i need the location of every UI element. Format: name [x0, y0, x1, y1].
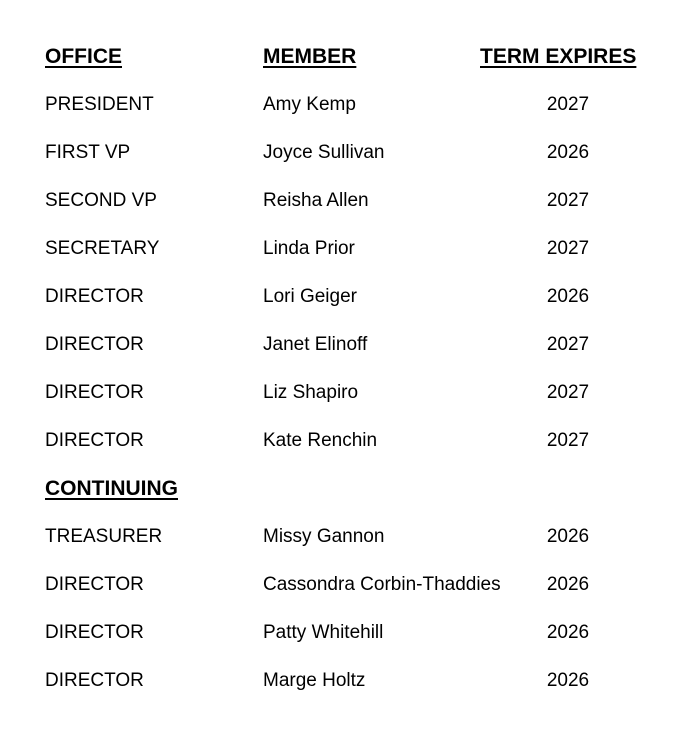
term-cell: 2026: [546, 285, 590, 307]
member-cell: Patty Whitehill: [263, 621, 384, 643]
table-row: [45, 273, 655, 321]
office-cell: TREASURER: [45, 525, 163, 547]
member-cell: Joyce Sullivan: [263, 141, 385, 163]
term-cell: 2027: [546, 333, 590, 355]
term-cell: 2026: [546, 573, 590, 595]
continuing-section-label: CONTINUING: [45, 477, 178, 500]
member-cell: Cassondra Corbin-Thaddies: [263, 573, 501, 595]
office-cell: DIRECTOR: [45, 669, 144, 691]
section-divider-row: [45, 465, 655, 513]
office-cell: DIRECTOR: [45, 333, 144, 355]
office-cell: SECRETARY: [45, 237, 160, 259]
member-cell: Liz Shapiro: [263, 381, 359, 403]
table-row: [45, 129, 655, 177]
office-cell: PRESIDENT: [45, 93, 154, 115]
member-cell: Reisha Allen: [263, 189, 369, 211]
office-cell: DIRECTOR: [45, 621, 144, 643]
term-cell: 2027: [546, 381, 590, 403]
table-row: [45, 369, 655, 417]
member-cell: Missy Gannon: [263, 525, 385, 547]
board-roster-table: [45, 33, 655, 705]
member-cell: Kate Renchin: [263, 429, 378, 451]
office-cell: DIRECTOR: [45, 285, 144, 307]
office-cell: DIRECTOR: [45, 381, 144, 403]
term-cell: 2026: [546, 621, 590, 643]
table-row: [45, 657, 655, 705]
column-header-office: OFFICE: [45, 45, 122, 68]
term-cell: 2027: [546, 237, 590, 259]
column-header-term-expires: TERM EXPIRES: [480, 45, 637, 68]
term-cell: 2027: [546, 93, 590, 115]
member-cell: Linda Prior: [263, 237, 355, 259]
member-cell: Marge Holtz: [263, 669, 366, 691]
term-cell: 2026: [546, 141, 590, 163]
office-cell: SECOND VP: [45, 189, 157, 211]
table-row: [45, 609, 655, 657]
office-cell: DIRECTOR: [45, 429, 144, 451]
table-row: [45, 321, 655, 369]
office-cell: DIRECTOR: [45, 573, 144, 595]
table-row: [45, 177, 655, 225]
term-cell: 2027: [546, 429, 590, 451]
table-header-row: [45, 33, 655, 81]
member-cell: Janet Elinoff: [263, 333, 368, 355]
term-cell: 2027: [546, 189, 590, 211]
member-cell: Lori Geiger: [263, 285, 357, 307]
table-row: [45, 561, 655, 609]
office-cell: FIRST VP: [45, 141, 131, 163]
table-row: [45, 513, 655, 561]
member-cell: Amy Kemp: [263, 93, 356, 115]
table-row: [45, 417, 655, 465]
term-cell: 2026: [546, 525, 590, 547]
table-row: [45, 225, 655, 273]
term-cell: 2026: [546, 669, 590, 691]
column-header-member: MEMBER: [263, 45, 357, 68]
table-row: [45, 81, 655, 129]
